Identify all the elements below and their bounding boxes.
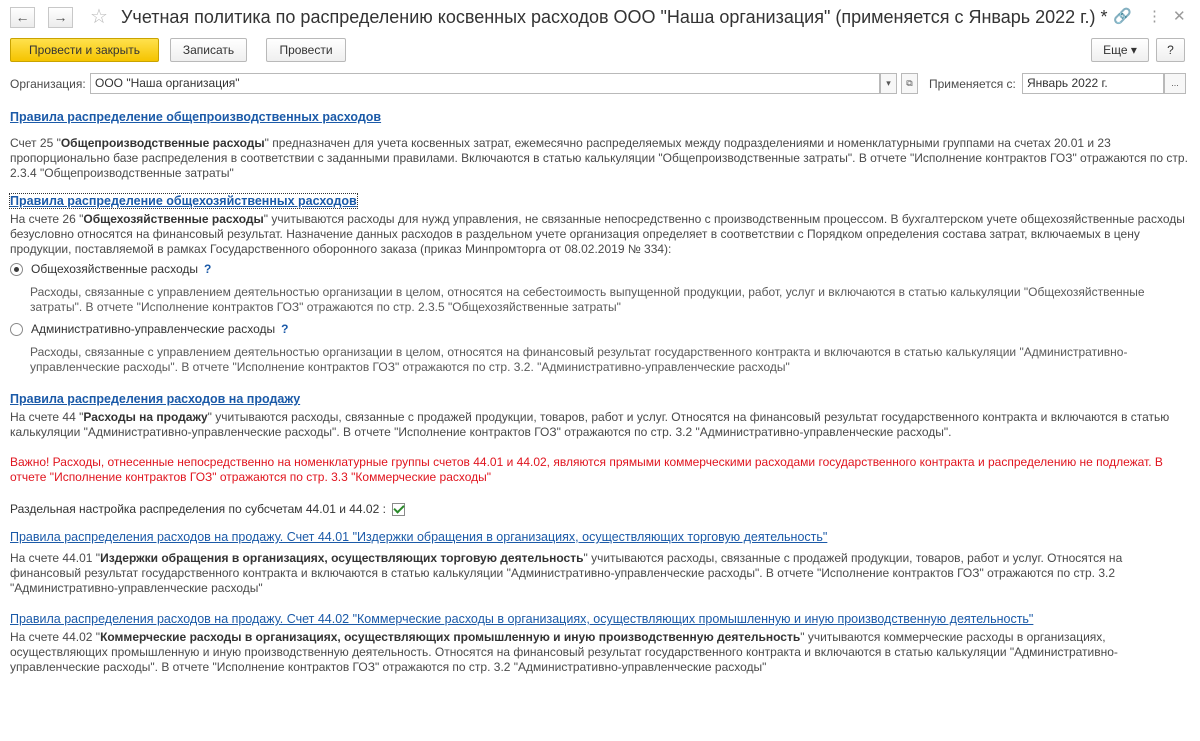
help-question-icon[interactable]: ? bbox=[204, 262, 212, 276]
link-icon[interactable]: 🔗 bbox=[1113, 8, 1132, 25]
general-overhead-description bbox=[10, 212, 1188, 257]
close-icon[interactable]: ✕ bbox=[1173, 8, 1186, 25]
applies-from-field[interactable]: Январь 2022 г. bbox=[1022, 73, 1164, 94]
account-4402-description bbox=[10, 630, 1188, 675]
radio-general-overhead[interactable] bbox=[10, 260, 1188, 278]
production-overhead-rules-link[interactable]: Правила распределение общепроизводственных расходов bbox=[10, 110, 382, 124]
radio-label[interactable]: Общехозяйственные расходы bbox=[31, 262, 199, 276]
post-button[interactable]: Провести bbox=[266, 38, 346, 62]
radio-admin-expenses[interactable] bbox=[10, 320, 1188, 338]
radio-button-checked[interactable] bbox=[10, 263, 23, 276]
organization-field[interactable]: ООО "Наша организация" bbox=[90, 73, 880, 94]
applies-from-select-button[interactable] bbox=[1164, 73, 1186, 94]
help-button[interactable]: ? bbox=[1156, 38, 1185, 62]
text-fragment: На счете 44 " bbox=[10, 410, 84, 424]
account-name-bold: Общехозяйственные расходы bbox=[83, 212, 264, 226]
text-fragment: " предназначен для учета косвенных затрат, ежемесячно распределяемых между подразделениями и номенклатурными группами на счетах 20.01 и 23 пропорционально базе распределения в соответствии с заданными правилами. Включаются в статью калькуляции "Общепроизводственные затраты". В отчете "Исполнение контрактов ГОЗ" отражаются по стр. 2.3.4 "Общепроизводственные затраты" bbox=[10, 136, 1188, 180]
text-fragment: " учитываются расходы для нужд управления, не связанные непосредственно с производственным процессом. В бухгалтерском учете общехозяйственные расходы безусловно относятся на финансовый результат. Назначение данных расходов в раздельном учете организация определяет в соответствии с Порядком определения состава затрат, включаемых в цену продукции, поставляемой в рамках Государственного оборонного заказа (приказ Минпромторга от 08.02.2019 № 334): bbox=[10, 212, 1185, 256]
open-icon: ⧉ bbox=[906, 78, 913, 88]
text-fragment: " учитываются расходы, связанные с продажей продукции, товаров, работ и услуг. Относятся на финансовый результат государственного контракта и включаются в статью калькуляции "Административно-управленческие расходы". В отчете "Исполнение контрактов ГОЗ" отражаются по стр. 3.2 "Административно-управленческие расходы". bbox=[10, 410, 1170, 439]
account-4401-description bbox=[10, 551, 1188, 596]
chevron-down-icon: ▾ bbox=[886, 78, 891, 88]
save-button[interactable]: Записать bbox=[170, 38, 247, 62]
important-warning: Важно! Расходы, отнесенные непосредственно на номенклатурные группы счетов 44.01 и 44.02, являются прямыми коммерческими расходами государственного контракта и распределению не подлежат. В отчете "Исполнение контрактов ГОЗ" отражаются по стр. 3.3 "Коммерческие расходы" bbox=[10, 455, 1163, 484]
account-name-bold: Коммерческие расходы в организациях, осуществляющих промышленную и иную производственную деятельность bbox=[100, 630, 801, 644]
more-vertical-icon[interactable]: ⋮ bbox=[1147, 8, 1162, 25]
text-fragment: На счете 26 " bbox=[10, 212, 84, 226]
arrow-left-icon: ← bbox=[15, 9, 30, 25]
text-fragment: " учитываются расходы, связанные с продажей продукции, товаров, работ и услуг. Относятся на финансовый результат государственного контракта и включаются в статью калькуляции "Административно-управленческие расходы". В отчете "Исполнение контрактов ГОЗ" отражаются по стр. 3.2 "Административно-управленческие расходы" bbox=[10, 551, 1123, 595]
account-4402-rules-link[interactable]: Правила распределения расходов на продажу. Счет 44.02 "Коммерческие расходы в организациях, осуществляющих промышленную и иную производственную деятельность" bbox=[10, 612, 1034, 626]
organization-label: Организация: bbox=[10, 77, 86, 91]
organization-dropdown-button[interactable] bbox=[880, 73, 897, 94]
text-fragment: На счете 44.01 " bbox=[10, 551, 101, 565]
radio-label[interactable]: Административно-управленческие расходы bbox=[31, 322, 276, 336]
organization-open-button[interactable] bbox=[901, 73, 918, 94]
ellipsis-icon: ... bbox=[1171, 78, 1179, 88]
post-and-close-button[interactable]: Провести и закрыть bbox=[10, 38, 159, 62]
more-button[interactable]: Еще ▾ bbox=[1091, 38, 1149, 62]
star-icon[interactable]: ☆ bbox=[90, 6, 108, 28]
account-name-bold: Расходы на продажу bbox=[83, 410, 208, 424]
general-overhead-rules-link[interactable]: Правила распределение общехозяйственных расходов bbox=[10, 194, 357, 208]
arrow-right-icon: → bbox=[53, 9, 68, 25]
text-fragment: На счете 44.02 " bbox=[10, 630, 101, 644]
account-name-bold: Общепроизводственные расходы bbox=[60, 136, 265, 150]
forward-button[interactable] bbox=[48, 7, 73, 28]
radio-button[interactable] bbox=[10, 323, 23, 336]
production-overhead-description bbox=[10, 136, 1188, 181]
text-fragment: " учитываются коммерческие расходы в организациях, осуществляющих промышленную и иную производственную деятельность. Относятся на финансовый результат государственного контракта и включаются в статью калькуляции "Административно-управленческие расходы". В отчете "Исполнение контрактов ГОЗ" отражаются по стр. 3.2 "Административно-управленческие расходы" bbox=[10, 630, 1118, 674]
admin-expenses-option-hint: Расходы, связанные с управлением деятельностью организации в целом, относятся на финансовый результат государственного контракта и включаются в статью калькуляции "Административно-управленческие расходы". В отчете "Исполнение контрактов ГОЗ" отражаются по стр. 3.2. "Административно-управленческие расходы" bbox=[30, 345, 1128, 374]
title-bar bbox=[0, 0, 1200, 36]
applies-from-label: Применяется с: bbox=[929, 77, 1016, 91]
command-bar bbox=[0, 38, 1200, 64]
text-fragment: Счет 25 " bbox=[10, 136, 61, 150]
separate-settings-row bbox=[10, 501, 1188, 517]
header-fields bbox=[0, 72, 1200, 96]
help-question-icon[interactable]: ? bbox=[281, 322, 289, 336]
account-4401-rules-link[interactable]: Правила распределения расходов на продажу. Счет 44.01 "Издержки обращения в организациях, осуществляющих торговую деятельность" bbox=[10, 530, 828, 544]
general-overhead-option-hint: Расходы, связанные с управлением деятельностью организации в целом, относятся на себестоимость выпущенной продукции, работ, услуг и включаются в статью калькуляции "Общехозяйственные затраты". В отчете "Исполнение контрактов ГОЗ" отражаются по стр. 2.3.5 "Общехозяйственные затраты" bbox=[30, 285, 1145, 314]
separate-settings-checkbox[interactable] bbox=[392, 503, 405, 516]
account-name-bold: Издержки обращения в организациях, осуществляющих торговую деятельность bbox=[100, 551, 584, 565]
main-content bbox=[10, 110, 1188, 675]
separate-settings-label: Раздельная настройка распределения по субсчетам 44.01 и 44.02 : bbox=[10, 502, 386, 516]
sales-expenses-rules-link[interactable]: Правила распределения расходов на продажу bbox=[10, 392, 301, 406]
back-button[interactable] bbox=[10, 7, 35, 28]
page-title: Учетная политика по распределению косвенных расходов ООО "Наша организация" (применяется с Январь 2022 г.) * bbox=[121, 7, 1108, 27]
sales-expenses-description bbox=[10, 410, 1188, 440]
